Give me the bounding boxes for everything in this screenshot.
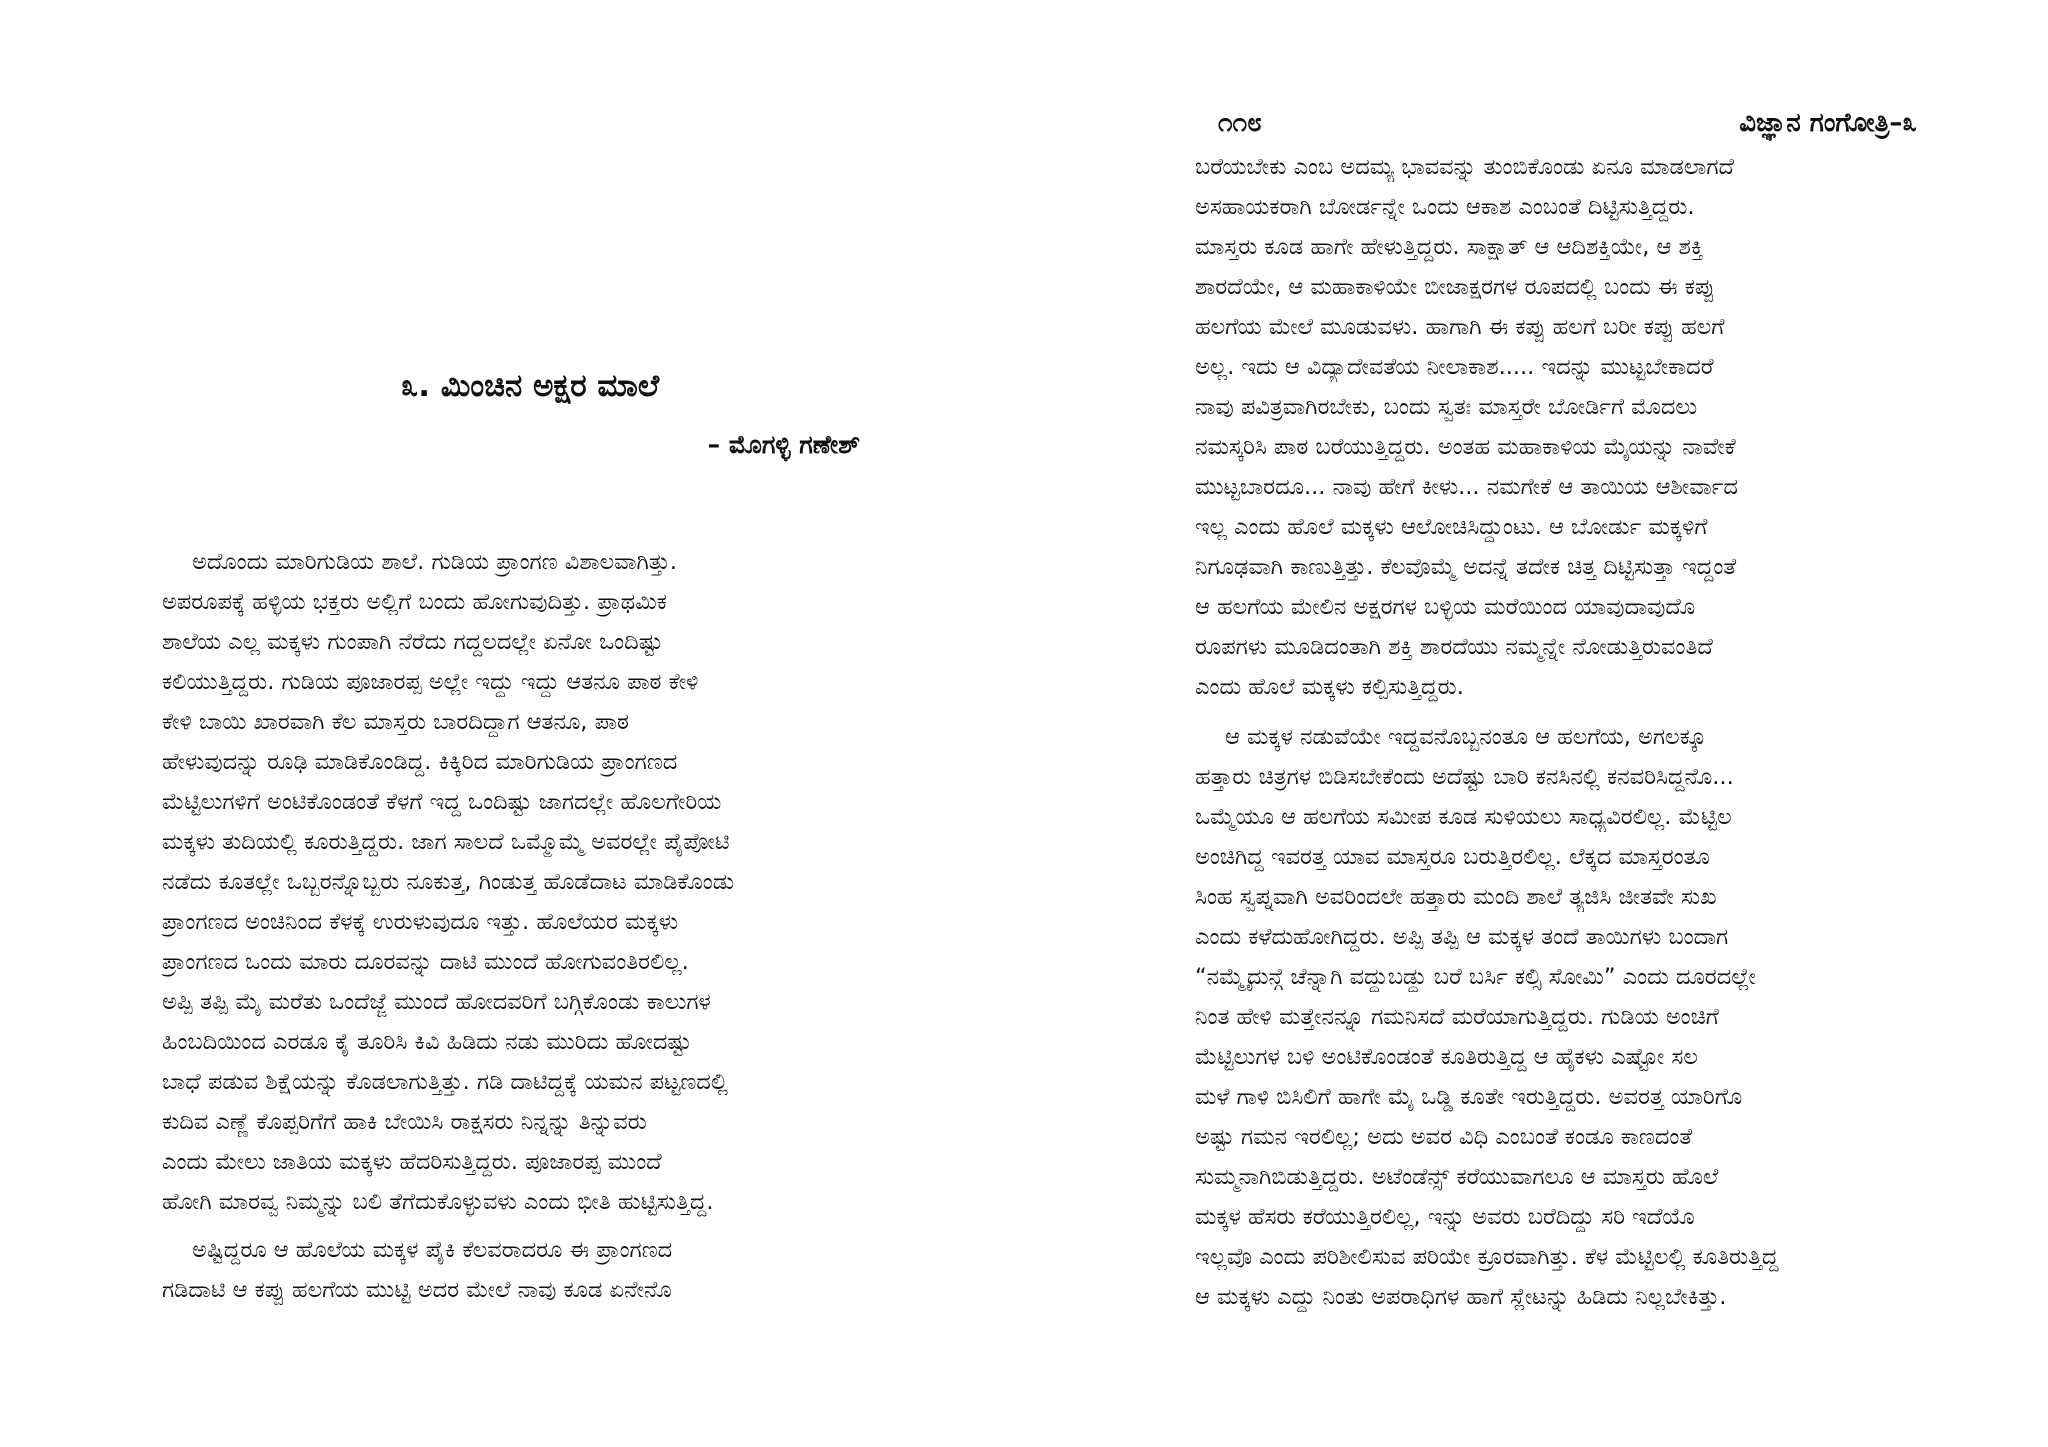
text-line: ಮೆಟ್ಟಿಲುಗಳ ಬಳಿ ಅಂಟಿಕೊಂಡಂತೆ ಕೂತಿರುತ್ತಿದ್ದ ಆ ಹೈಕಳು ಎಷ್ಟೋ ಸಲ [1195, 1044, 1698, 1070]
text-line: ಅಪ್ಪಿ ತಪ್ಪಿ ಮೈ ಮರೆತು ಒಂದೆಜ್ಜೆ ಮುಂದೆ ಹೋದವರಿಗೆ ಬಗ್ಗಿಕೊಂಡು ಕಾಲುಗಳ [162, 989, 711, 1015]
text-line: ನಮಸ್ಕರಿಸಿ ಪಾಠ ಬರೆಯುತ್ತಿದ್ದರು. ಅಂತಹ ಮಹಾಕಾಳಿಯ ಮೈಯನ್ನು ನಾವೇಕೆ [1195, 434, 1736, 460]
text-line: ಮುಟ್ಟಬಾರದೂ... ನಾವು ಹೇಗೆ ಕೀಳು... ನಮಗೇಕೆ ಆ ತಾಯಿಯ ಆಶೀರ್ವಾದ [1195, 474, 1738, 500]
chapter-title: ೩. ಮಿಂಚಿನ ಅಕ್ಷರ ಮಾಲೆ [400, 368, 660, 404]
text-line: ಅಷ್ಟು ಗಮನ ಇರಲಿಲ್ಲ; ಅದು ಅವರ ವಿಧಿ ಎಂಬಂತೆ ಕಂಡೂ ಕಾಣದಂತೆ [1195, 1124, 1693, 1150]
text-line: ನಿಂತ ಹೇಳಿ ಮತ್ತೇನನ್ನೂ ಗಮನಿಸದೆ ಮರೆಯಾಗುತ್ತಿದ್ದರು. ಗುಡಿಯ ಅಂಚಿಗೆ [1195, 1004, 1719, 1030]
text-line: ಅಲ್ಲ. ಇದು ಆ ವಿದ್ಯಾದೇವತೆಯ ನೀಲಾಕಾಶ..... ಇದನ್ನು ಮುಟ್ಟಬೇಕಾದರೆ [1195, 354, 1714, 380]
text-line: ಕೇಳಿ ಬಾಯಿ ಖಾರವಾಗಿ ಕೆಲ ಮಾಸ್ತರು ಬಾರದಿದ್ದಾಗ ಆತನೂ, ಪಾಠ [162, 709, 629, 735]
text-line: ಮಕ್ಕಳ ಹೆಸರು ಕರೆಯುತ್ತಿರಲಿಲ್ಲ, ಇನ್ನು ಅವರು ಬರೆದಿದ್ದು ಸರಿ ಇದೆಯೊ [1195, 1204, 1695, 1230]
text-line: ಮೆಟ್ಟಿಲುಗಳಿಗೆ ಅಂಟಿಕೊಂಡಂತೆ ಕೆಳಗೆ ಇದ್ದ ಒಂದಿಷ್ಟು ಜಾಗದಲ್ಲೇ ಹೊಲಗೇರಿಯ [162, 789, 722, 815]
text-line: ಸುಮ್ಮನಾಗಿಬಿಡುತ್ತಿದ್ದರು. ಅಟೆಂಡೆನ್ಸ್ ಕರೆಯುವಾಗಲೂ ಆ ಮಾಸ್ತರು ಹೊಲೆ [1195, 1164, 1719, 1190]
author-name: – ಮೊಗಳ್ಳಿ ಗಣೇಶ್ [707, 430, 860, 459]
text-line: ಮಾಸ್ತರು ಕೂಡ ಹಾಗೇ ಹೇಳುತ್ತಿದ್ದರು. ಸಾಕ್ಷಾತ್ ಆ ಆದಿಶಕ್ತಿಯೇ, ಆ ಶಕ್ತಿ [1195, 234, 1704, 260]
text-line: ಅಸಹಾಯಕರಾಗಿ ಬೋರ್ಡನ್ನೇ ಒಂದು ಆಕಾಶ ಎಂಬಂತೆ ದಿಟ್ಟಿಸುತ್ತಿದ್ದರು. [1195, 194, 1695, 220]
text-line: ಬಾಧೆ ಪಡುವ ಶಿಕ್ಷೆಯನ್ನು ಕೊಡಲಾಗುತ್ತಿತ್ತು. ಗಡಿ ದಾಟಿದ್ದಕ್ಕೆ ಯಮನ ಪಟ್ಟಣದಲ್ಲಿ [162, 1069, 728, 1095]
text-line: ಶಾರದೆಯೇ, ಆ ಮಹಾಕಾಳಿಯೇ ಬೀಜಾಕ್ಷರಗಳ ರೂಪದಲ್ಲಿ ಬಂದು ಈ ಕಪ್ಪು [1195, 274, 1715, 300]
text-line: ಆ ಮಕ್ಕಳು ಎದ್ದು ನಿಂತು ಅಪರಾಧಿಗಳ ಹಾಗೆ ಸ್ಲೇಟನ್ನು ಹಿಡಿದು ನಿಲ್ಲಬೇಕಿತ್ತು. [1195, 1284, 1727, 1310]
running-head: ವಿಜ್ಞಾನ ಗಂಗೋತ್ರಿ–೩ [1739, 108, 1917, 138]
text-line: ಪ್ರಾಂಗಣದ ಒಂದು ಮಾರು ದೂರವನ್ನು ದಾಟಿ ಮುಂದೆ ಹೋಗುವಂತಿರಲಿಲ್ಲ. [162, 949, 689, 975]
text-line: ಹೇಳುವುದನ್ನು ರೂಢಿ ಮಾಡಿಕೊಂಡಿದ್ದ. ಕಿಕ್ಕಿರಿದ ಮಾರಿಗುಡಿಯ ಪ್ರಾಂಗಣದ [162, 749, 678, 775]
text-line: ನಡೆದು ಕೂತಲ್ಲೇ ಒಬ್ಬರನ್ನೊಬ್ಬರು ನೂಕುತ್ತ, ಗಿಂಡುತ್ತ ಹೊಡೆದಾಟ ಮಾಡಿಕೊಂಡು [162, 869, 735, 895]
text-line: ಎಂದು ಹೊಲೆ ಮಕ್ಕಳು ಕಲ್ಪಿಸುತ್ತಿದ್ದರು. [1195, 674, 1464, 700]
text-line: ಅಪರೂಪಕ್ಕೆ ಹಳ್ಳಿಯ ಭಕ್ತರು ಅಲ್ಲಿಗೆ ಬಂದು ಹೋಗುವುದಿತ್ತು. ಪ್ರಾಥಮಿಕ [162, 589, 667, 615]
text-line: ಶಾಲೆಯ ಎಲ್ಲ ಮಕ್ಕಳು ಗುಂಪಾಗಿ ನೆರೆದು ಗದ್ದಲದಲ್ಲೇ ಏನೋ ಒಂದಿಷ್ಟು [162, 629, 663, 655]
text-line: ಅದೊಂದು ಮಾರಿಗುಡಿಯ ಶಾಲೆ. ಗುಡಿಯ ಪ್ರಾಂಗಣ ವಿಶಾಲವಾಗಿತ್ತು. [192, 549, 678, 575]
right-page [1024, 0, 2048, 1447]
text-line: ಇಲ್ಲವೊ ಎಂದು ಪರಿಶೀಲಿಸುವ ಪರಿಯೇ ಕ್ರೂರವಾಗಿತ್ತು. ಕೆಳ ಮೆಟ್ಟಿಲಲ್ಲಿ ಕೂತಿರುತ್ತಿದ್ದ [1195, 1244, 1779, 1270]
text-line: ರೂಪಗಳು ಮೂಡಿದಂತಾಗಿ ಶಕ್ತಿ ಶಾರದೆಯು ನಮ್ಮನ್ನೇ ನೋಡುತ್ತಿರುವಂತಿದೆ [1195, 634, 1713, 660]
text-line: ಅಷ್ಟಿದ್ದರೂ ಆ ಹೊಲೆಯ ಮಕ್ಕಳ ಪೈಕಿ ಕೆಲವರಾದರೂ ಈ ಪ್ರಾಂಗಣದ [192, 1237, 673, 1263]
text-line: ಹತ್ತಾರು ಚಿತ್ರಗಳ ಬಿಡಿಸಬೇಕೆಂದು ಅದೆಷ್ಟು ಬಾರಿ ಕನಸಿನಲ್ಲಿ ಕನವರಿಸಿದ್ದನೊ... [1195, 764, 1734, 790]
text-line: ಕುದಿವ ಎಣ್ಣೆ ಕೊಪ್ಪರಿಗೆಗೆ ಹಾಕಿ ಬೇಯಿಸಿ ರಾಕ್ಷಸರು ನಿನ್ನನ್ನು ತಿನ್ನುವರು [162, 1109, 647, 1135]
text-line: ಹಿಂಬದಿಯಿಂದ ಎರಡೂ ಕೈ ತೂರಿಸಿ ಕಿವಿ ಹಿಡಿದು ನಡು ಮುರಿದು ಹೋದಷ್ಟು [162, 1029, 692, 1055]
text-line: ಅಂಚಿಗಿದ್ದ ಇವರತ್ತ ಯಾವ ಮಾಸ್ತರೂ ಬರುತ್ತಿರಲಿಲ್ಲ. ಲೆಕ್ಕದ ಮಾಸ್ತರಂತೂ [1195, 844, 1710, 870]
page-number: ೧೧೮ [1218, 108, 1262, 138]
text-line: ಸಿಂಹ ಸ್ವಪ್ನವಾಗಿ ಅವರಿಂದಲೇ ಹತ್ತಾರು ಮಂದಿ ಶಾಲೆ ತ್ಯಜಿಸಿ ಜೀತವೇ ಸುಖ [1195, 884, 1717, 910]
text-line: ಕಲಿಯುತ್ತಿದ್ದರು. ಗುಡಿಯ ಪೂಜಾರಪ್ಪ ಅಲ್ಲೇ ಇದ್ದು ಇದ್ದು ಆತನೂ ಪಾಠ ಕೇಳಿ [162, 669, 699, 695]
text-line: ಬರೆಯಬೇಕು ಎಂಬ ಅದಮ್ಯ ಭಾವವನ್ನು ತುಂಬಿಕೊಂಡು ಏನೂ ಮಾಡಲಾಗದೆ [1195, 154, 1734, 180]
text-line: ಗಡಿದಾಟಿ ಆ ಕಪ್ಪು ಹಲಗೆಯ ಮುಟ್ಟಿ ಅದರ ಮೇಲೆ ನಾವು ಕೂಡ ಏನೇನೊ [162, 1277, 672, 1303]
text-line: ಆ ಹಲಗೆಯ ಮೇಲಿನ ಅಕ್ಷರಗಳ ಬಳ್ಳಿಯ ಮರೆಯಿಂದ ಯಾವುದಾವುದೊ [1195, 594, 1696, 620]
text-line: “ನಮ್ಮೈದುನ್ಗೆ ಚೆನ್ನಾಗಿ ವದ್ದುಬಡ್ದು ಬರೆ ಬರ್ಸಿ ಕಲ್ಸಿ ಸೋಮಿ” ಎಂದು ದೂರದಲ್ಲೇ [1195, 964, 1756, 990]
text-line: ಎಂದು ಮೇಲು ಜಾತಿಯ ಮಕ್ಕಳು ಹೆದರಿಸುತ್ತಿದ್ದರು. ಪೂಜಾರಪ್ಪ ಮುಂದೆ [162, 1149, 662, 1175]
text-line: ಇಲ್ಲ ಎಂದು ಹೊಲೆ ಮಕ್ಕಳು ಆಲೋಚಿಸಿದ್ದುಂಟು. ಆ ಬೋರ್ಡು ಮಕ್ಕಳಿಗೆ [1195, 514, 1708, 540]
text-line: ನಿಗೂಢವಾಗಿ ಕಾಣುತ್ತಿತ್ತು. ಕೆಲವೊಮ್ಮೆ ಅದನ್ನೆ ತದೇಕ ಚಿತ್ತ ದಿಟ್ಟಿಸುತ್ತಾ ಇದ್ದಂತೆ [1195, 554, 1737, 580]
text-line: ಮಳೆ ಗಾಳಿ ಬಿಸಿಲಿಗೆ ಹಾಗೇ ಮೈ ಒಡ್ಡಿ ಕೂತೇ ಇರುತ್ತಿದ್ದರು. ಅವರತ್ತ ಯಾರಿಗೊ [1195, 1084, 1743, 1110]
text-line: ಮಕ್ಕಳು ತುದಿಯಲ್ಲಿ ಕೂರುತ್ತಿದ್ದರು. ಜಾಗ ಸಾಲದೆ ಒಮ್ಮೊಮ್ಮೆ ಅವರಲ್ಲೇ ಪೈಪೋಟಿ [162, 829, 730, 855]
text-line: ಆ ಮಕ್ಕಳ ನಡುವೆಯೇ ಇದ್ದವನೊಬ್ಬನಂತೂ ಆ ಹಲಗೆಯ, ಅಗಲಕ್ಕೂ [1225, 724, 1707, 750]
text-line: ಹಲಗೆಯ ಮೇಲೆ ಮೂಡುವಳು. ಹಾಗಾಗಿ ಈ ಕಪ್ಪು ಹಲಗೆ ಬರೀ ಕಪ್ಪು ಹಲಗೆ [1195, 314, 1725, 340]
text-line: ಒಮ್ಮೆಯೂ ಆ ಹಲಗೆಯ ಸಮೀಪ ಕೂಡ ಸುಳಿಯಲು ಸಾಧ್ಯವಿರಲಿಲ್ಲ. ಮೆಟ್ಟಿಲ [1195, 804, 1732, 830]
text-line: ಹೋಗಿ ಮಾರವ್ವ ನಿಮ್ಮನ್ನು ಬಲಿ ತೆಗೆದುಕೊಳ್ಳುವಳು ಎಂದು ಭೀತಿ ಹುಟ್ಟಿಸುತ್ತಿದ್ದ. [162, 1189, 714, 1215]
text-line: ನಾವು ಪವಿತ್ರವಾಗಿರಬೇಕು, ಬಂದು ಸ್ವತಃ ಮಾಸ್ತರೇ ಬೋರ್ಡಿಗೆ ಮೊದಲು [1195, 394, 1698, 420]
text-line: ಎಂದು ಕಳೆದುಹೋಗಿದ್ದರು. ಅಪ್ಪಿ ತಪ್ಪಿ ಆ ಮಕ್ಕಳ ತಂದೆ ತಾಯಿಗಳು ಬಂದಾಗ [1195, 924, 1729, 950]
text-line: ಪ್ರಾಂಗಣದ ಅಂಚಿನಿಂದ ಕೆಳಕ್ಕೆ ಉರುಳುವುದೂ ಇತ್ತು. ಹೊಲೆಯರ ಮಕ್ಕಳು [162, 909, 679, 935]
